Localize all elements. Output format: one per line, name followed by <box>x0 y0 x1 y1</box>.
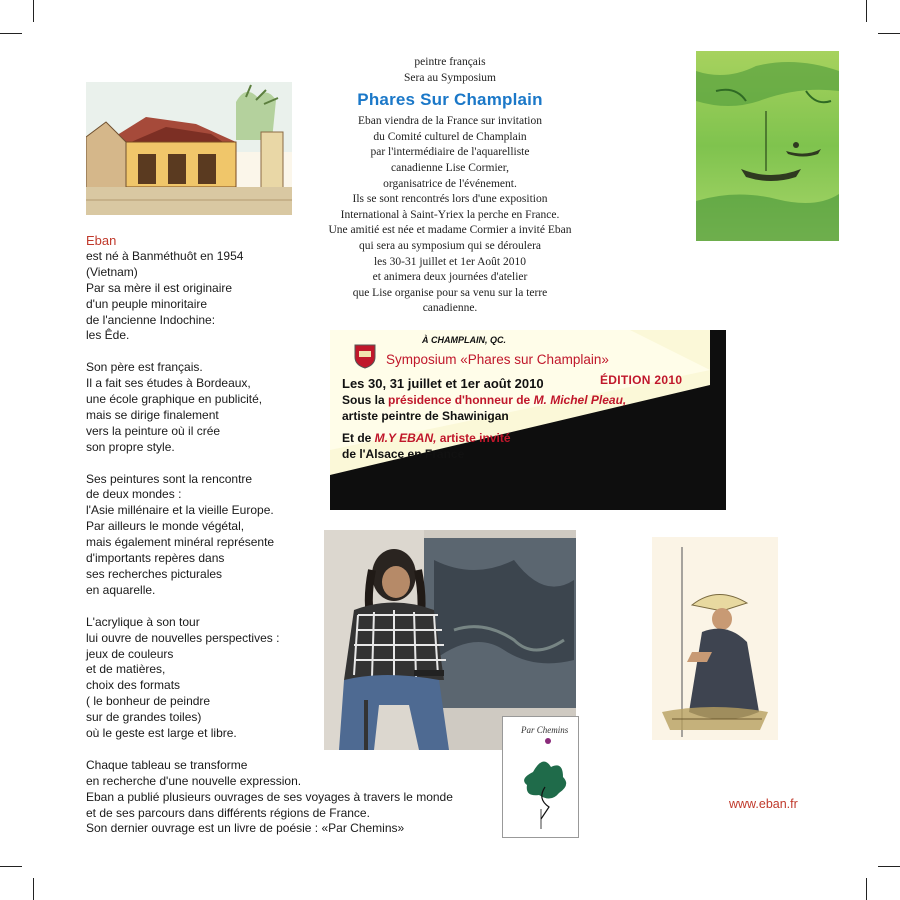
crop-mark <box>866 0 867 22</box>
symposium-title: Phares Sur Champlain <box>357 90 543 110</box>
banner-guest-name: M.Y EBAN, <box>374 431 437 445</box>
announcement-line: du Comité culturel de Champlain <box>373 130 527 143</box>
announcement-line: qui sera au symposium qui se déroulera <box>358 239 542 252</box>
banner-guest <box>342 431 511 445</box>
banner-edition: ÉDITION 2010 <box>600 373 683 387</box>
announcement-line: et animera deux journées d'atelier <box>372 271 528 284</box>
banner-guest-red: artiste invité <box>436 431 511 445</box>
book-illustration <box>503 717 578 837</box>
symposium-banner <box>330 330 726 510</box>
banner-presidence-red: présidence d'honneur de <box>388 393 534 407</box>
announcement-line: Ils se sont rencontrés lors d'une exposition <box>352 193 548 206</box>
crop-mark <box>0 33 22 34</box>
banner-guest-pre: Et de <box>342 431 375 445</box>
banner-presidence <box>342 393 626 407</box>
bio-paragraph: Son père est français. Il a fait ses études à Bordeaux, une école graphique en publicité, mais se dirige finalement vers la peinture où il crée son propre style. <box>86 360 263 454</box>
banner-symposium: Symposium «Phares sur Champlain» <box>386 352 609 367</box>
artist-name: Eban <box>86 233 117 248</box>
crop-mark <box>33 0 34 22</box>
banner-presidence-name: M. Michel Pleau, <box>533 393 627 407</box>
crop-mark <box>33 878 34 900</box>
banner-guest-origin: de l'Alsace en France <box>342 447 465 461</box>
boats-watercolor <box>696 51 839 241</box>
crop-mark <box>878 33 900 34</box>
announcement-line: les 30-31 juillet et 1er Août 2010 <box>373 255 527 268</box>
banner-artist-line: artiste peintre de Shawinigan <box>342 409 509 423</box>
banner-location: À CHAMPLAIN, QC. <box>422 335 506 345</box>
announcement-line: International à Saint-Yriex la perche en France. <box>340 208 560 221</box>
banner-presidence-pre: Sous la <box>342 393 389 407</box>
book-title: Par Chemins <box>521 725 569 735</box>
announcement-line: canadienne Lise Cormier, <box>390 161 509 174</box>
bio-paragraph: L'acrylique à son tour lui ouvre de nouvelles perspectives : jeux de couleurs et de matières, choix des formats ( le bonheur de peindre sur de grandes toiles) où le geste est large et libre. <box>86 614 280 741</box>
bio-paragraph: Ses peintures sont la rencontre de deux mondes : l'Asie millénaire et la vieille Europe. Par ailleurs le monde végétal, mais également minéral représente d'importants repères dans ses recherches picturales en aquarelle. <box>86 471 275 597</box>
bio-paragraph: est né à Banméthuôt en 1954 (Vietnam) Par sa mère il est originaire d'un peuple minoritaire de l'ancienne Indochine: les Êde. <box>86 248 244 343</box>
announcement-line: canadienne. <box>422 302 478 315</box>
announcement-line: Eban viendra de la France sur invitation <box>358 115 542 128</box>
crop-mark <box>878 866 900 867</box>
banner-dates: Les 30, 31 juillet et 1er août 2010 <box>342 376 544 391</box>
announcement-line: Sera au Symposium <box>404 71 496 84</box>
crop-mark <box>0 866 22 867</box>
announcement-line: que Lise organise pour sa venu sur la terre <box>352 286 548 299</box>
announcement-line: par l'intermédiaire de l'aquarelliste <box>370 146 530 159</box>
announcement-line: peintre français <box>414 56 486 68</box>
temple-watercolor <box>86 82 292 215</box>
website-link[interactable]: www.eban.fr <box>729 797 798 811</box>
announcement-line: Une amitié est née et madame Cormier a invité Eban <box>328 224 572 237</box>
bio-paragraph: Chaque tableau se transforme en recherche d'une nouvelle expression. Eban a publié plusieurs ouvrages de ses voyages à travers le monde et de ses parcours dans différents régions de France. Son dernier ouvrage est un livre de poésie : «Par Chemins» <box>86 757 453 836</box>
book-cover <box>502 716 579 838</box>
champlain-crest-icon <box>353 343 377 369</box>
fisherwoman-watercolor <box>652 537 778 740</box>
crop-mark <box>866 878 867 900</box>
announcement-line: organisatrice de l'événement. <box>383 177 517 190</box>
